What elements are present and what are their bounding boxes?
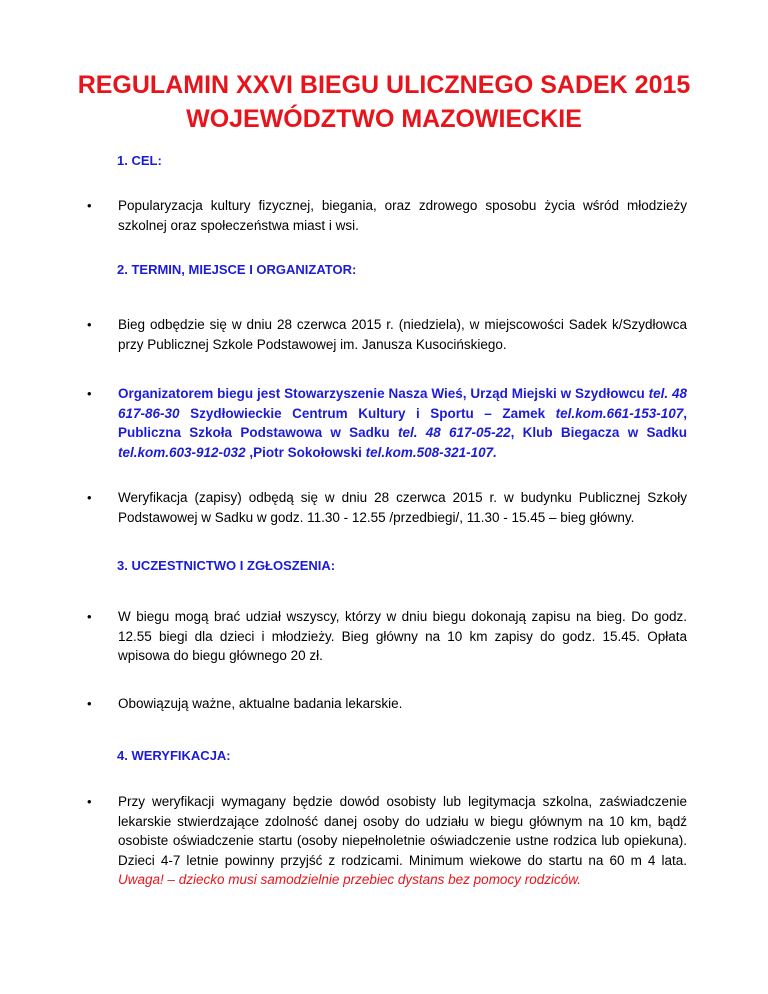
section-heading-cel: 1. CEL: — [117, 153, 162, 168]
document-title-line2: WOJEWÓDZTWO MAZOWIECKIE — [186, 105, 582, 133]
organizer-text — [118, 384, 687, 462]
organizer-part: Organizatorem biegu jest Stowarzyszenie Nasza Wieś, Urząd Miejski w Szydłowcu — [118, 386, 649, 401]
item-text: Popularyzacja kultury fizycznej, biegania, oraz zdrowego sposobu życia wśród młodzieży szkolnej oraz społeczeństwa miast i wsi. — [118, 198, 687, 233]
organizer-phone: tel. 48 617-86-30 — [118, 386, 687, 421]
item-text: Weryfikacja (zapisy) odbędą się w dniu 28 czerwca 2015 r. w budynku Publicznej Szkoły Podstawowej w Sadku w godz. 11.30 - 12.55 /przedbiegi/, 11.30 - 15.45 – bieg główny. — [118, 490, 687, 525]
item-text: W biegu mogą brać udział wszyscy, którzy w dniu biegu dokonają zapisu na bieg. Do godz. 12.55 biegi dla dzieci i młodzieży. Bieg główny na 10 km zapisy do godz. 15.45. Opłata wpisowa do biegu głównego 20 zł. — [118, 609, 687, 663]
bullet-icon: • — [87, 794, 92, 809]
bullet-icon: • — [87, 609, 92, 624]
bullet-icon: • — [87, 317, 92, 332]
item-text-part: Przy weryfikacji wymagany będzie dowód osobisty lub legitymacja szkolna, zaświadczenie lekarskie stwierdzające zdolność danej osoby do udziału w biegu głównym na 10 km, bądź osobiste oświadczenie startu (osoby niepełnoletnie oświadczenie ustne rodzica lub opiekuna). Dzieci 4-7 letnie powinny przyjść z rodzicami. Minimum wiekowe do startu na 60 m 4 lata. — [118, 794, 687, 868]
organizer-phone: tel.kom.661-153-107 — [555, 405, 684, 421]
organizer-part: , Klub Biegacza w Sadku — [510, 425, 687, 440]
organizer-part: Szydłowieckie Centrum Kultury i Sportu – Zamek — [179, 405, 556, 421]
warning-text: Uwaga! – dziecko musi samodzielnie przebiec dystans bez pomocy rodziców. — [118, 872, 581, 887]
organizer-part: ,Piotr Sokołowski — [245, 444, 366, 460]
section-heading-termin: 2. TERMIN, MIEJSCE I ORGANIZATOR: — [117, 262, 357, 277]
item-text: Obowiązują ważne, aktualne badania lekarskie. — [118, 696, 403, 711]
section-heading-weryfikacja: 4. WERYFIKACJA: — [117, 748, 231, 763]
document-title-line1: REGULAMIN XXVI BIEGU ULICZNEGO SADEK 2015 — [77, 71, 691, 99]
organizer-part: , Publiczna Szkoła Podstawowa w Sadku — [118, 405, 687, 440]
bullet-icon: • — [87, 386, 92, 401]
bullet-icon: • — [87, 198, 92, 213]
organizer-phone: tel. 48 617-05-22 — [397, 425, 511, 440]
organizer-phone: tel.kom.603-912-032 — [118, 444, 246, 460]
bullet-icon: • — [87, 696, 92, 711]
section-heading-uczestnictwo: 3. UCZESTNICTWO I ZGŁOSZENIA: — [117, 558, 336, 573]
item-text — [118, 792, 687, 890]
organizer-phone: tel.kom.508-321-107. — [365, 444, 497, 460]
item-text: Bieg odbędzie się w dniu 28 czerwca 2015 r. (niedziela), w miejscowości Sadek k/Szydłowca przy Publicznej Szkole Podstawowej im. Janusza Kusocińskiego. — [118, 317, 687, 352]
bullet-icon: • — [87, 490, 92, 505]
